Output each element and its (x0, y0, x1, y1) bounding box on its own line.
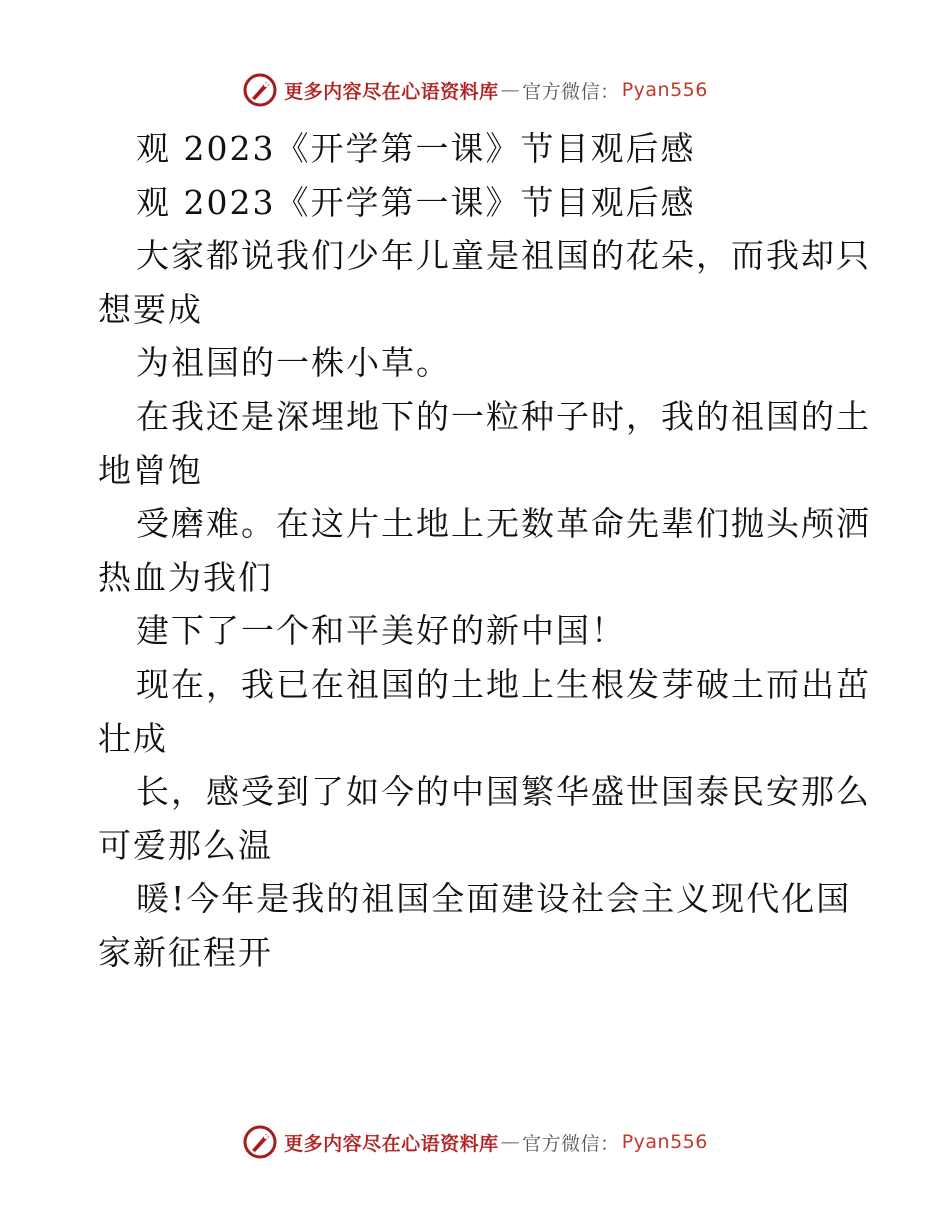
header-wechat-id: Pyan556 (621, 79, 708, 101)
page-footer (0, 1124, 950, 1160)
footer-wechat-label: 官方微信： (522, 1132, 620, 1155)
footer-brand-text: 更多内容尽在心语资料库 (284, 1132, 499, 1155)
paragraph-line: 现在，我已在祖国的土地上生根发芽破土而出茁 (136, 664, 871, 704)
paragraph-line: 长，感受到了如今的中国繁华盛世国泰民安那么 (136, 772, 871, 812)
header-brand-text: 更多内容尽在心语资料库 (284, 80, 499, 103)
page-header (0, 72, 950, 108)
paragraph-line: 可爱那么温 (98, 825, 273, 865)
paragraph-line: 建下了一个和平美好的新中国！ (136, 611, 626, 651)
paragraph-line: 在我还是深埋地下的一粒种子时，我的祖国的土 (136, 396, 871, 436)
pen-nib-logo-icon (242, 72, 278, 108)
paragraph-line: 暖!今年是我的祖国全面建设社会主义现代化国 (136, 879, 852, 919)
document-title: 观 2023《开学第一课》节目观后感 (136, 129, 696, 168)
paragraph-line: 壮成 (98, 718, 168, 758)
paragraph-line: 地曾饱 (98, 450, 203, 490)
paragraph-line: 为祖国的一株小草。 (136, 343, 451, 383)
header-dash: — (500, 79, 521, 101)
header-wechat-label: 官方微信： (522, 80, 620, 103)
footer-dash: — (500, 1131, 521, 1153)
document-body (98, 122, 871, 980)
document-subtitle: 观 2023《开学第一课》节目观后感 (136, 182, 696, 222)
pen-nib-logo-icon (242, 1124, 278, 1160)
paragraph-line: 受磨难。在这片土地上无数革命先辈们抛头颅洒 (136, 504, 871, 544)
footer-wechat-id: Pyan556 (621, 1131, 708, 1153)
paragraph-line: 家新征程开 (98, 932, 273, 972)
paragraph-line: 大家都说我们少年儿童是祖国的花朵，而我却只 (136, 236, 871, 276)
paragraph-line: 热血为我们 (98, 557, 273, 597)
paragraph-line: 想要成 (98, 289, 203, 329)
